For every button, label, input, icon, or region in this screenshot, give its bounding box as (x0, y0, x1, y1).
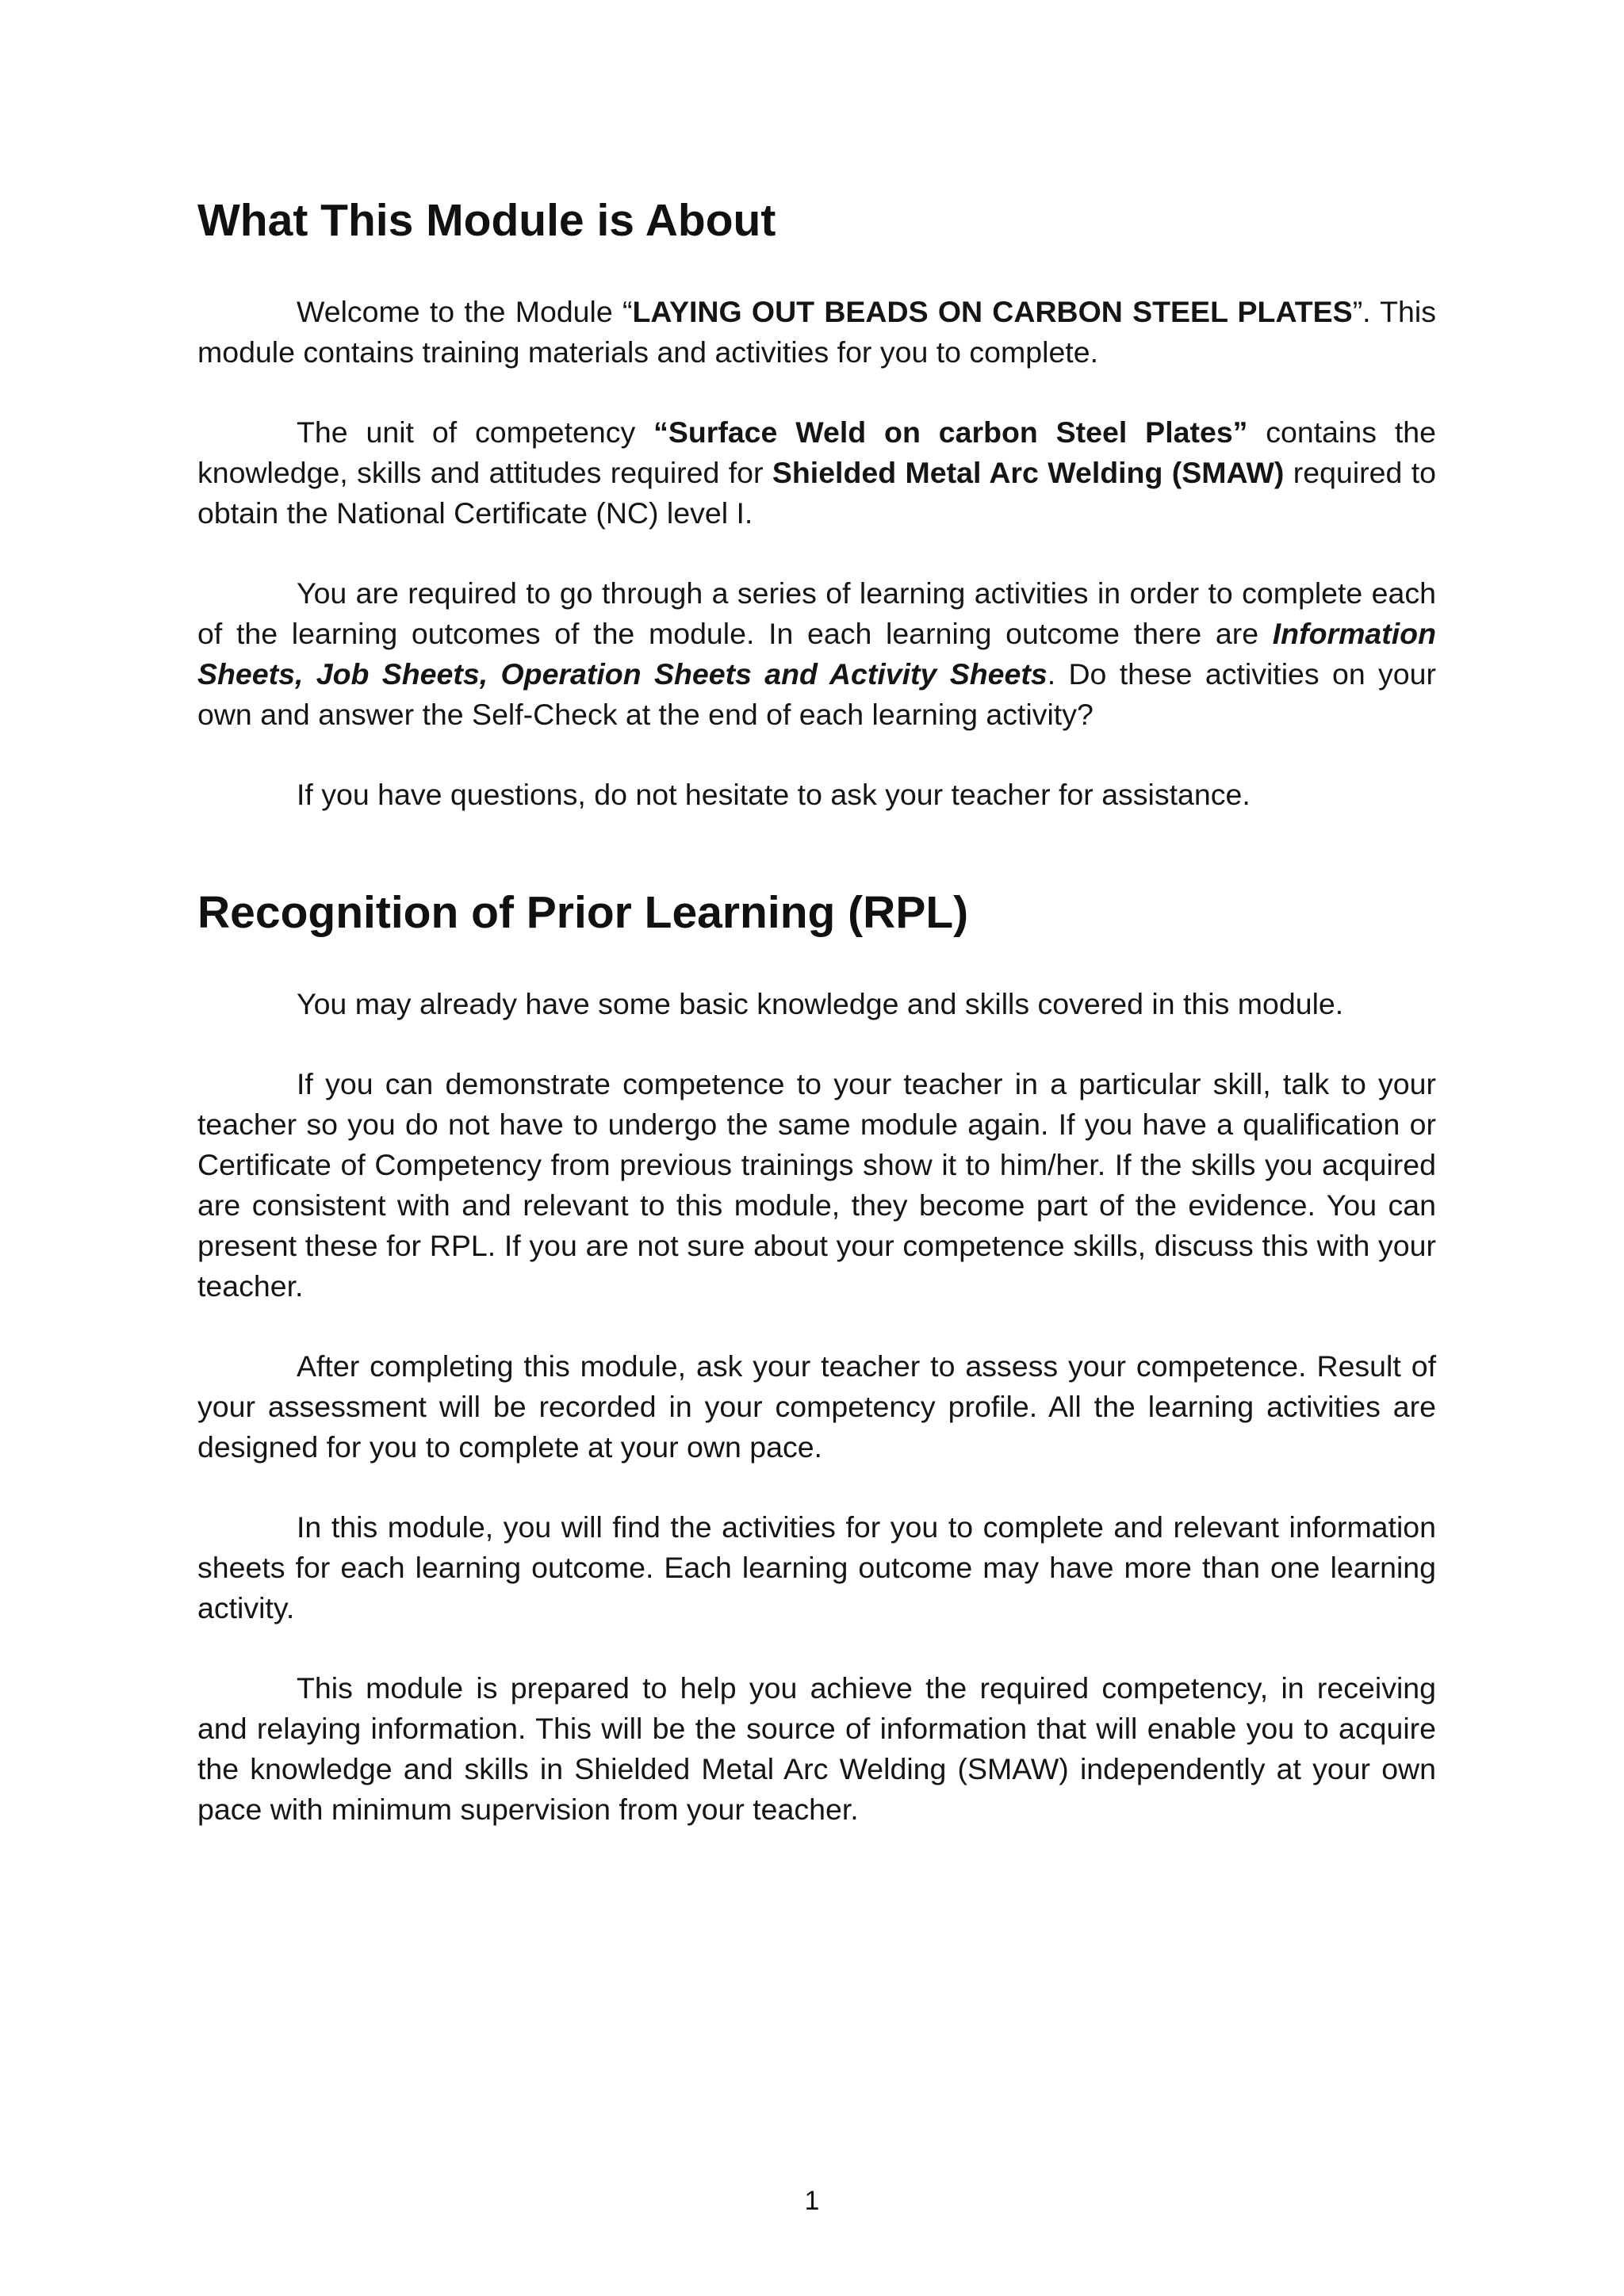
paragraph-assessment: After completing this module, ask your teacher to assess your competence. Result of your assessment will be recorded in your competency profile. All the learning activities are designed for you to complete at your own pace. (197, 1349, 1436, 1464)
paragraph-activities-text-1: You are required to go through a series of learning activities in order to complete each of the learning outcomes of the module. In each learning outcome there are (197, 576, 1436, 650)
paragraph-demonstrate-competence: If you can demonstrate competence to your teacher in a particular skill, talk to your teacher so you do not have to undergo the same module again. If you have a qualification or Certificate of Competency from previous trainings show it to him/her. If the skills you acquired are consistent with and relevant to this module, they become part of the evidence. You can present these for RPL. If you are not sure about your competence skills, discuss this with your teacher. (197, 1067, 1436, 1303)
paragraph-unit-text-1: The unit of competency (297, 415, 654, 449)
paragraph-learning-activities (197, 573, 1436, 735)
smaw-bold: Shielded Metal Arc Welding (SMAW) (772, 456, 1285, 489)
paragraph-welcome-text-2: ”. This module contains training materials and activities for you to complete. (197, 295, 1436, 369)
paragraph-welcome (197, 292, 1436, 373)
page-number: 1 (804, 2186, 820, 2216)
sheets-list-bold-italic: Information Sheets, Job Sheets, Operation Sheets and Activity Sheets (197, 617, 1436, 691)
paragraph-module-purpose: This module is prepared to help you achieve the required competency, in receiving and relaying information. This will be the source of information that will enable you to acquire the knowledge and skills in Shielded Metal Arc Welding (SMAW) independently at your own pace with minimum supervision from your teacher. (197, 1671, 1436, 1826)
unit-of-competency-title: “Surface Weld on carbon Steel Plates” (653, 415, 1248, 449)
paragraph-activities-text-2: . Do these activities on your own and answer the Self-Check at the end of each learning activity? (197, 657, 1437, 731)
paragraph-questions: If you have questions, do not hesitate to ask your teacher for assistance. (297, 778, 1251, 811)
paragraph-basic-knowledge: You may already have some basic knowledge and skills covered in this module. (297, 987, 1344, 1020)
section-heading-rpl: Recognition of Prior Learning (RPL) (197, 887, 969, 938)
paragraph-unit-text-3: required to obtain the National Certificate (NC) level I. (197, 456, 1436, 530)
module-title-bold: LAYING OUT BEADS ON CARBON STEEL PLATES (632, 295, 1353, 328)
paragraph-unit-of-competency (197, 412, 1436, 534)
page-content (197, 193, 1436, 1830)
paragraph-welcome-text-1: Welcome to the Module “ (297, 295, 633, 328)
paragraph-activities-info: In this module, you will find the activities for you to complete and relevant information sheets for each learning outcome. Each learning outcome may have more than one learning activity. (197, 1510, 1436, 1624)
paragraph-unit-text-2: contains the knowledge, skills and attitudes required for (197, 415, 1436, 489)
section-heading-module-about: What This Module is About (197, 195, 776, 246)
